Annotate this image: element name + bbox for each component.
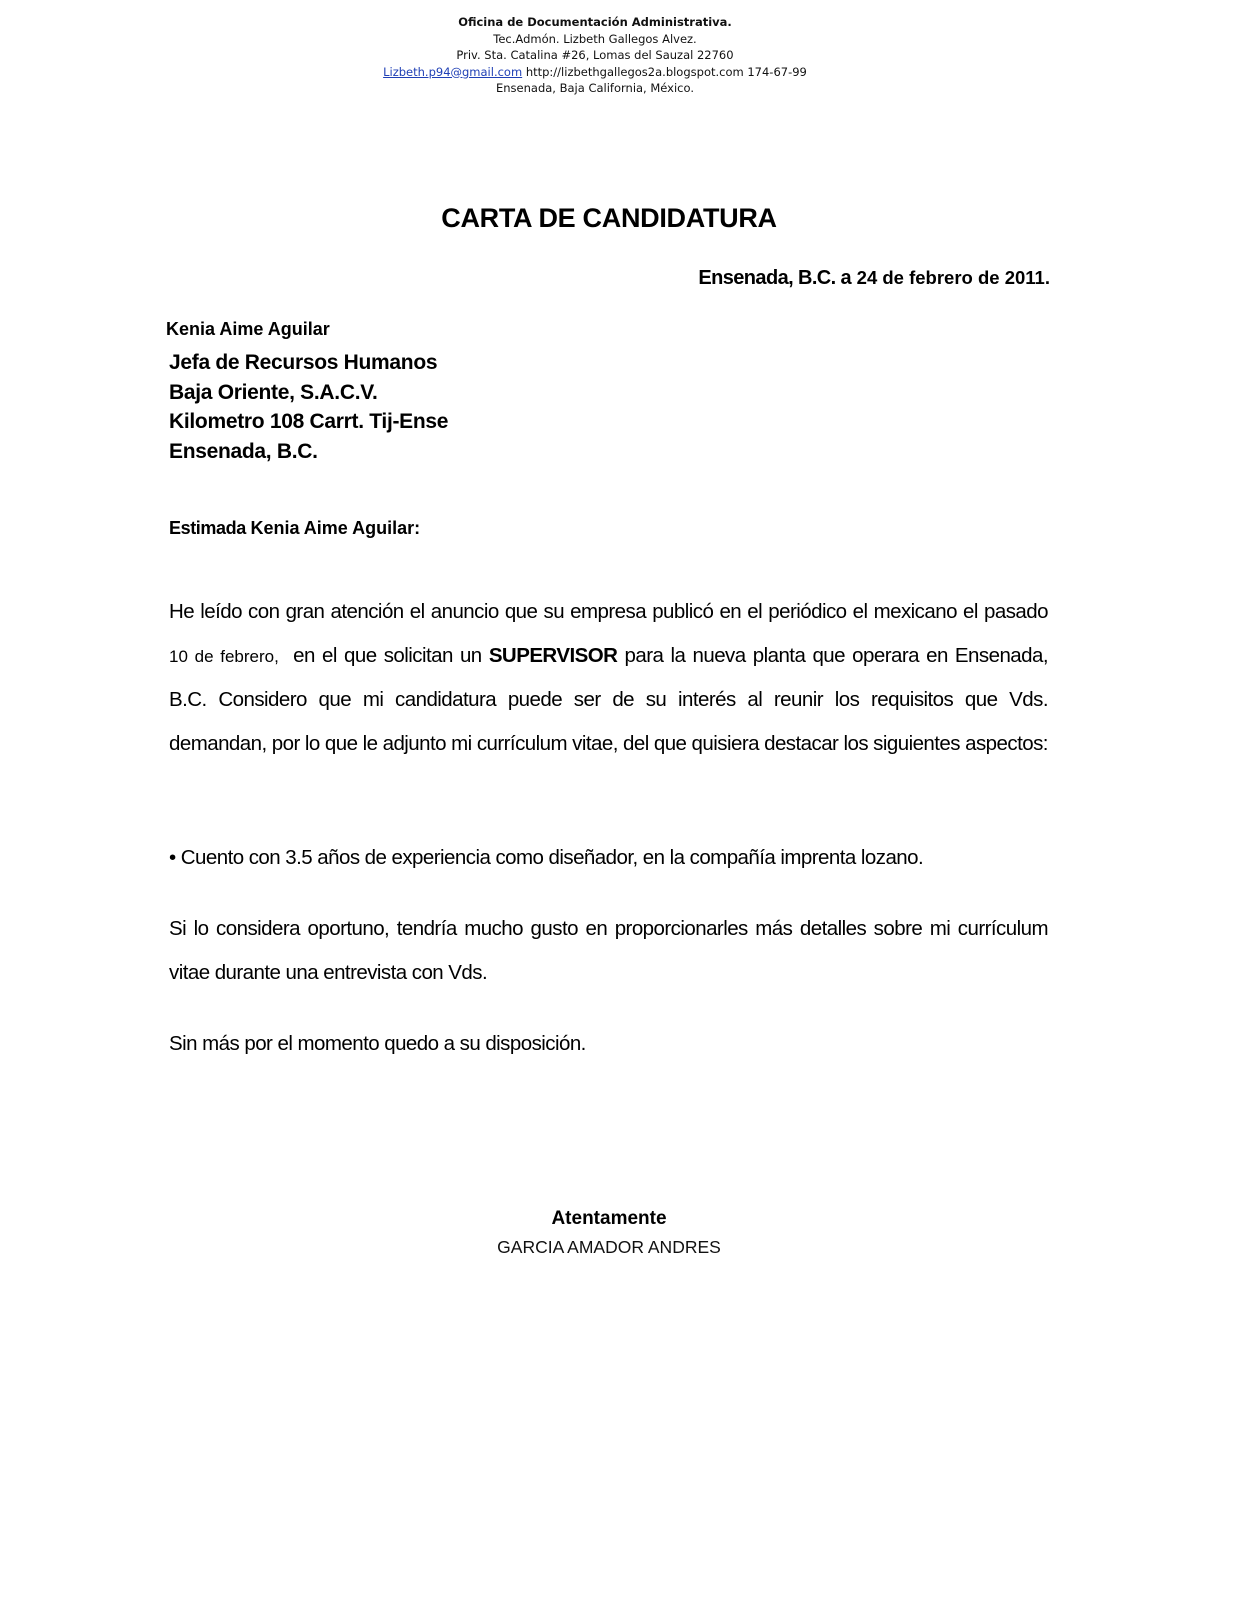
greeting <box>169 518 420 539</box>
greeting-name: Kenia Aime Aguilar: <box>250 518 421 538</box>
signer-name: GARCIA AMADOR ANDRES <box>497 1237 721 1257</box>
address-line: Jefa de Recursos Humanos <box>169 351 438 374</box>
paragraph-text: en el que solicitan un <box>293 643 482 667</box>
ad-date: 10 de febrero, <box>169 646 279 666</box>
dateline-place: Ensenada, B.C. a <box>698 267 852 289</box>
paragraph-text: para la nueva planta que operara en Ensenada, B.C. Considero que mi candidatura puede ser de su interés al reunir los requisitos que Vds. demandan, por lo que le adjunto mi currículum vitae, del que quisiera destacar los siguientes aspectos: <box>169 643 1049 755</box>
letterhead <box>0 14 1190 97</box>
dateline-date: 24 de febrero de 2011. <box>856 267 1050 288</box>
phone-text: 174-67-99 <box>747 64 807 79</box>
closing-word: Atentamente <box>551 1208 667 1229</box>
letterhead-person: Tec.Admón. Lizbeth Gallegos Alvez. <box>493 31 697 46</box>
position-title: SUPERVISOR <box>488 643 618 667</box>
website-text: http://lizbethgallegos2a.blogspot.com <box>525 64 744 79</box>
address-line: Baja Oriente, S.A.C.V. <box>169 380 378 404</box>
letterhead-organization: Oficina de Documentación Administrativa. <box>458 15 732 29</box>
greeting-salutation: Estimada <box>169 518 246 538</box>
letterhead-city: Ensenada, Baja California, México. <box>496 81 694 95</box>
address-line: Kilometro 108 Carrt. Tij-Ense <box>169 410 449 433</box>
paragraph-interview: Si lo considera oportuno, tendría mucho gusto en proporcionarles más detalles sobre mi currículum vitae durante una entrevista con Vds. <box>169 917 1048 984</box>
email-link[interactable]: Lizbeth.p94@gmail.com <box>383 64 523 79</box>
paragraph-closing: Sin más por el momento quedo a su disposición. <box>169 1032 586 1055</box>
letterhead-address: Priv. Sta. Catalina #26, Lomas del Sauzal 22760 <box>456 48 734 62</box>
letterhead-contact <box>0 64 1190 81</box>
paragraph-intro <box>169 590 1048 765</box>
paragraph-text: He leído con gran atención el anuncio que su empresa publicó en el periódico el mexicano el pasado <box>169 600 1048 623</box>
dateline <box>698 267 1050 290</box>
document-title: CARTA DE CANDIDATURA <box>441 203 777 233</box>
recipient-address <box>169 348 448 466</box>
bullet-item: • Cuento con 3.5 años de experiencia como diseñador, en la compañía imprenta lozano. <box>169 846 924 869</box>
recipient-name: Kenia Aime Aguilar <box>166 319 330 339</box>
address-line: Ensenada, B.C. <box>169 439 318 463</box>
